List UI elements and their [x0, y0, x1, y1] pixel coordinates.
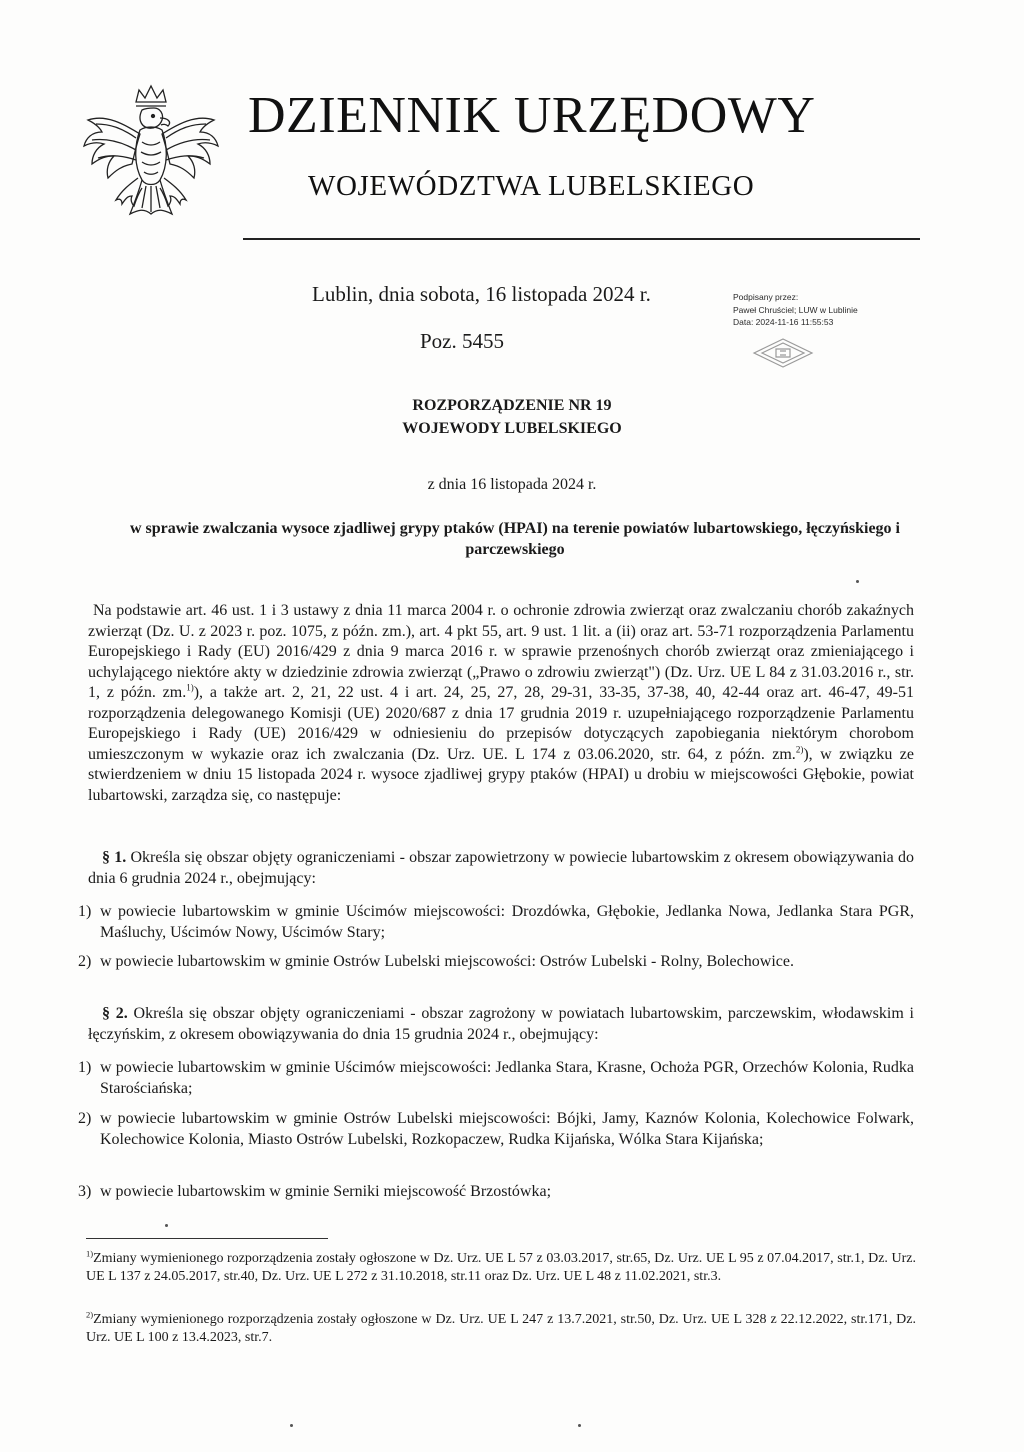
list-item-text: w powiecie lubartowskim w gminie Ostrów Lubelski miejscowości: Ostrów Lubelski - Rolny, Bolechowice. — [100, 953, 794, 970]
scan-speck — [290, 1424, 293, 1427]
list-item-text: w powiecie lubartowskim w gminie Uścimów miejscowości: Drozdówka, Głębokie, Jedlanka Nowa, Jedlanka Stara PGR, Maśluchy, Uścimów Nowy, Uścimów Stary; — [100, 903, 914, 941]
act-type-number: ROZPORZĄDZENIE NR 19 — [412, 397, 612, 414]
publication-position: Poz. 5455 — [420, 329, 504, 353]
footnote-reference: 2) — [795, 744, 804, 755]
scan-speck — [165, 1224, 168, 1227]
list-item-number: 1) — [78, 1059, 92, 1076]
footnote — [86, 1250, 916, 1285]
publication-dateline: Lublin, dnia sobota, 16 listopada 2024 r. — [312, 282, 651, 306]
footnote-reference: 1) — [186, 682, 194, 693]
footnote-number: 2) — [86, 1309, 94, 1320]
scan-speck — [578, 1424, 581, 1427]
gazette-subtitle: WOJEWÓDZTWA LUBELSKIEGO — [308, 170, 755, 202]
list-item — [78, 952, 914, 973]
section-mark: § 1. — [102, 849, 127, 866]
list-item-number: 1) — [78, 903, 92, 920]
list-item-text: w powiecie lubartowskim w gminie Serniki miejscowość Brzostówka; — [100, 1183, 552, 1200]
scan-speck — [856, 580, 859, 583]
signature-label: Podpisany przez: — [733, 292, 799, 302]
list-item-number: 2) — [78, 1110, 92, 1127]
act-date: z dnia 16 listopada 2024 r. — [427, 476, 597, 493]
header-divider — [243, 238, 920, 240]
signature-date: Data: 2024-11-16 11:55:53 — [733, 317, 834, 327]
footnote-text: Zmiany wymienionego rozporządzenia zostały ogłoszone w Dz. Urz. UE L 247 z 13.7.2021, str.50, Dz. Urz. UE L 328 z 22.12.2022, str.171, Dz. Urz. UE L 100 z 13.4.2023, str.7. — [86, 1312, 916, 1345]
section-1-paragraph — [88, 848, 914, 889]
signature-signer: Paweł Chruściel; LUW w Lublinie — [733, 304, 858, 315]
polish-eagle-emblem-icon — [76, 80, 226, 240]
section-mark: § 2. — [102, 1005, 128, 1022]
gazette-title: DZIENNIK URZĘDOWY — [248, 87, 816, 144]
electronic-signature-block — [733, 291, 933, 329]
legal-basis-text: Na podstawie art. 46 ust. 1 i 3 ustawy z dnia 11 marca 2004 r. o ochronie zdrowia zwierząt oraz zwalczaniu chorób zakaźnych zwierząt (Dz. U. z 2023 r. poz. 1075, z późn. zm.), art. 4 pkt 55, art. 9 ust. 1 lit. a (ii) oraz art. 53-71 rozporządzenia Parlamentu Europejskiego i Rady (EU) 2016/429 z dnia 9 marca 2016 r. w sprawie przenośnych chorób zwierząt oraz zmieniającego i uchylającego niektóre akty w dziedzinie zdrowia zwierząt („Prawo o zdrowiu zwierząt") (Dz. Urz. UE L 84 z 31.03.2016 r., str. 1, z późn. zm. — [88, 602, 914, 701]
list-item — [78, 902, 914, 943]
footnote-text: Zmiany wymienionego rozporządzenia zostały ogłoszone w Dz. Urz. UE L 57 z 03.03.2017, str.65, Dz. Urz. UE L 95 z 07.04.2017, str.1, Dz. Urz. UE L 137 z 24.05.2017, str.40, Dz. Urz. UE L 272 z 31.10.2018, str.11 oraz Dz. Urz. UE L 48 z 11.02.2021, str.3. — [86, 1251, 916, 1284]
legal-basis-text: ), a także art. 2, 21, 22 ust. 4 i art. 24, 25, 27, 28, 29-31, 33-35, 37-38, 40, 42-44 oraz art. 46-47, 49-51 rozporządzenia delegowanego Komisji (UE) 2020/687 z dnia 17 grudnia 2019 r. uzupełniającego rozporządzenie Parlamentu Europejskiego i Rady (UE) 2016/429 w odniesieniu do przepisów dotyczących zapobiegania niektórym chorobom umieszczonym w wykazie oraz ich zwalczania (Dz. Urz. UE. L 174 z 03.06.2020, str. 64, z późn. zm. — [88, 684, 915, 763]
list-item — [78, 1058, 914, 1099]
legal-basis-paragraph — [88, 601, 914, 806]
list-item — [78, 1109, 914, 1150]
list-item-text: w powiecie lubartowskim w gminie Ostrów Lubelski miejscowości: Bójki, Jamy, Kaznów Kolonia, Kolechowice Folwark, Kolechowice Kolonia, Miasto Ostrów Lubelski, Rozkopaczew, Rudka Kijańska, Wólka Stara Kijańska; — [100, 1110, 914, 1148]
footnote — [86, 1311, 916, 1346]
act-issuer: WOJEWODY LUBELSKIEGO — [402, 420, 622, 437]
signature-verification-icon — [752, 337, 814, 369]
footnote-number: 1) — [86, 1248, 94, 1259]
section-text: Określa się obszar objęty ograniczeniami - obszar zagrożony w powiatach lubartowskim, parczewskim, włodawskim i łęczyńskim, z okresem obowiązywania do dnia 15 grudnia 2024 r., obejmujący: — [88, 1005, 914, 1043]
list-item-number: 3) — [78, 1183, 92, 1200]
list-item-text: w powiecie lubartowskim w gminie Uścimów miejscowości: Jedlanka Stara, Krasne, Ochoża PGR, Orzechów Kolonia, Rudka Starościańska; — [100, 1059, 914, 1097]
list-item — [78, 1182, 914, 1203]
legal-basis-text: ), w związku ze stwierdzeniem w dniu 15 listopada 2024 r. wysoce zjadliwej grypy ptaków (HPAI) u drobiu w miejscowości Głębokie, powiat lubartowski, zarządza się, co następuje: — [88, 745, 915, 804]
footnote-divider — [86, 1238, 328, 1239]
list-item-number: 2) — [78, 953, 92, 970]
act-subject: w sprawie zwalczania wysoce zjadliwej grypy ptaków (HPAI) na terenie powiatów lubartowskiego, łęczyńskiego i parczewskiego — [130, 520, 900, 558]
section-2-paragraph — [88, 1004, 914, 1045]
section-text: Określa się obszar objęty ograniczeniami - obszar zapowietrzony w powiecie lubartowskim z okresem obowiązywania do dnia 6 grudnia 2024 r., obejmujący: — [88, 849, 915, 887]
